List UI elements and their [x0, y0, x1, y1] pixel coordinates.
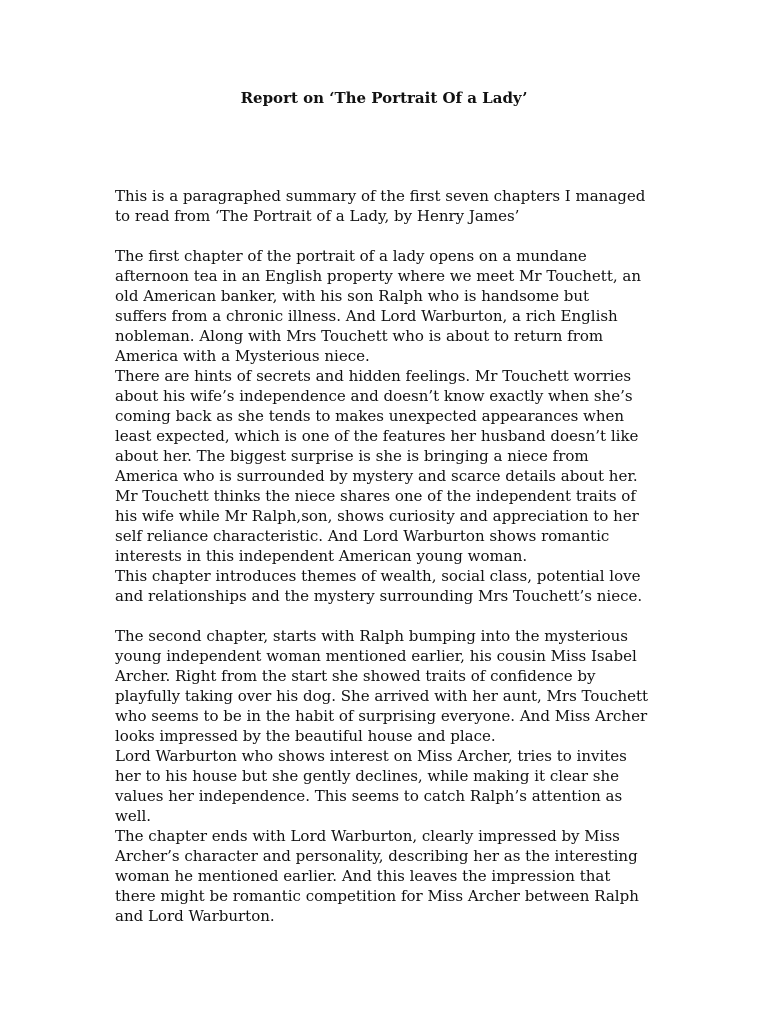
text-line: Archer. Right from the start she showed traits of confidence by	[115, 667, 596, 685]
paragraph-2	[115, 246, 655, 606]
paragraph-1	[115, 186, 655, 226]
text-line: there might be romantic competition for Miss Archer between Ralph	[115, 887, 639, 905]
text-line: Lord Warburton who shows interest on Miss Archer, tries to invites	[115, 747, 627, 765]
text-line: This chapter introduces themes of wealth, social class, potential love	[115, 567, 641, 585]
text-line: to read from ‘The Portrait of a Lady, by Henry James’	[115, 207, 520, 225]
paragraph-gap	[115, 606, 655, 626]
document-title: Report on ‘The Portrait Of a Lady’	[240, 89, 528, 107]
text-line: values her independence. This seems to catch Ralph’s attention as	[115, 787, 623, 805]
text-line: about her. The biggest surprise is she is bringing a niece from	[115, 447, 589, 465]
text-line: America with a Mysterious niece.	[115, 347, 370, 365]
text-line: and Lord Warburton.	[115, 907, 275, 925]
text-line: looks impressed by the beautiful house and place.	[115, 727, 496, 745]
text-line: There are hints of secrets and hidden feelings. Mr Touchett worries	[115, 367, 632, 385]
text-line: well.	[115, 807, 152, 825]
text-line: This is a paragraphed summary of the first seven chapters I managed	[115, 187, 646, 205]
text-line: afternoon tea in an English property where we meet Mr Touchett, an	[115, 267, 642, 285]
text-line: The first chapter of the portrait of a lady opens on a mundane	[115, 247, 587, 265]
text-line: America who is surrounded by mystery and scarce details about her.	[115, 467, 638, 485]
text-line: and relationships and the mystery surrounding Mrs Touchett’s niece.	[115, 587, 643, 605]
text-line: her to his house but she gently declines, while making it clear she	[115, 767, 620, 785]
text-line: Archer’s character and personality, describing her as the interesting	[115, 847, 638, 865]
document-body	[115, 186, 655, 926]
paragraph-3	[115, 626, 655, 926]
paragraph-gap	[115, 226, 655, 246]
text-line: nobleman. Along with Mrs Touchett who is about to return from	[115, 327, 604, 345]
text-line: self reliance characteristic. And Lord Warburton shows romantic	[115, 527, 610, 545]
text-line: old American banker, with his son Ralph who is handsome but	[115, 287, 590, 305]
text-line: woman he mentioned earlier. And this leaves the impression that	[115, 867, 611, 885]
text-line: playfully taking over his dog. She arrived with her aunt, Mrs Touchett	[115, 687, 649, 705]
text-line: The chapter ends with Lord Warburton, clearly impressed by Miss	[115, 827, 620, 845]
text-line: about his wife’s independence and doesn’t know exactly when she’s	[115, 387, 633, 405]
text-line: coming back as she tends to makes unexpected appearances when	[115, 407, 625, 425]
text-line: least expected, which is one of the features her husband doesn’t like	[115, 427, 639, 445]
text-line: his wife while Mr Ralph,son, shows curiosity and appreciation to her	[115, 507, 639, 525]
text-line: who seems to be in the habit of surprising everyone. And Miss Archer	[115, 707, 648, 725]
text-line: young independent woman mentioned earlier, his cousin Miss Isabel	[115, 647, 637, 665]
text-line: Mr Touchett thinks the niece shares one of the independent traits of	[115, 487, 636, 505]
text-line: interests in this independent American young woman.	[115, 547, 528, 565]
text-line: The second chapter, starts with Ralph bumping into the mysterious	[115, 627, 628, 645]
text-line: suffers from a chronic illness. And Lord Warburton, a rich English	[115, 307, 618, 325]
